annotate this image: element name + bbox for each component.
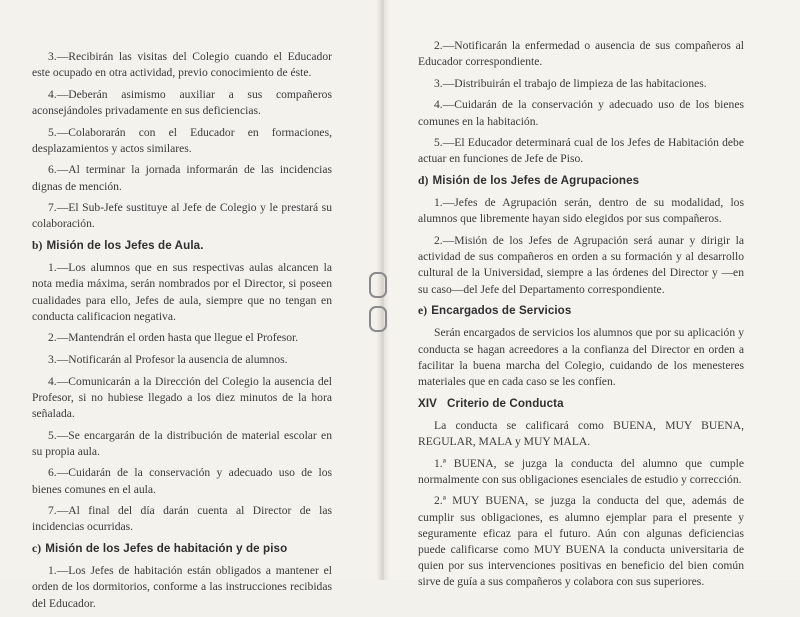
paragraph: 2.—Misión de los Jefes de Agrupación será aunar y dirigir la actividad de sus compañeros en orden a su formación y al desarrollo cultural de la Universidad, siempre a las órdenes del Director y —en su caso—del Jefe del Departamento correspondiente. [418,233,744,296]
paragraph: 2.ª MUY BUENA, se juzga la conducta del que, además de cumplir sus obligaciones, es alumno ejemplar para el presente y seguramente eficaz para el futuro. Aún con algunas deficiencias puede calificarse como MUY BUENA la conducta universitaria de quien por sus intervenciones positivas en beneficio del bien común sirve de guía a sus compañeros y colabora con sus superiores. [418,494,744,589]
paragraph: 1.—Los alumnos que en sus respectivas aulas alcancen la nota media máxima, serán nombrados por el Director, si poseen cualidades para ello, Jefes de aula, siempre que no tengan en conducta calificacion negativa. [32,261,332,323]
paragraph: 1.—Los Jefes de habitación están obligados a mantener el orden de los dormitorios, conforme a las instrucciones recibidas del Educador. [32,564,332,610]
paragraph: 5.—Colaborarán con el Educador en formaciones, desplazamientos y actos similares. [32,125,332,155]
section-heading: e) Encargados de Servicios [418,304,572,318]
right-page-text [418,38,744,596]
paragraph: 2.—Mantendrán el orden hasta que llegue el Profesor. [48,331,299,345]
chapter-heading: XIV Criterio de Conducta [418,396,564,410]
staple-icon [369,306,387,332]
paragraph: 1.—Jefes de Agrupación serán, dentro de su modalidad, los alumnos que libremente hayan sido elegidos por sus compañeros. [418,196,744,226]
paragraph: 2.—Notificarán la enfermedad o ausencia de sus compañeros al Educador correspondiente. [418,39,744,69]
staple-icon [369,272,387,298]
paragraph: Serán encargados de servicios los alumnos que por su aplicación y conducta se hagan acreedores a la confianza del Director en orden a facilitar la buena marcha del Colegio, cuidando de los menesteres materiales que en cada caso se les confíen. [418,326,744,388]
paragraph: 7.—Al final del día darán cuenta al Director de las incidencias ocurridas. [32,504,332,534]
section-heading: c) Misión de los Jefes de habitación y de piso [32,541,288,555]
paragraph: La conducta se calificará como BUENA, MUY BUENA, REGULAR, MALA y MUY MALA. [418,418,744,448]
paragraph: 3.—Notificarán al Profesor la ausencia de alumnos. [48,352,288,366]
section-heading: b) Misión de los Jefes de Aula. [32,238,204,252]
paragraph: 1.ª BUENA, se juzga la conducta del alumno que cumple normalmente con sus obligaciones esenciales de estudio y corrección. [418,456,744,486]
paragraph: 3.—Recibirán las visitas del Colegio cuando el Educador este ocupado en otra actividad, previo conocimiento de éste. [32,50,332,80]
paragraph: 7.—El Sub-Jefe sustituye al Jefe de Colegio y le prestará su colaboración. [32,201,332,231]
paragraph: 6.—Al terminar la jornada informarán de las incidencias dignas de mención. [32,163,332,193]
paragraph: 5.—El Educador determinará cual de los Jefes de Habitación debe actuar en funciones de Jefe de Piso. [418,136,744,166]
section-heading: d) Misión de los Jefes de Agrupaciones [418,173,640,187]
paragraph: 5.—Se encargarán de la distribución de material escolar en su propia aula. [32,428,332,458]
left-page-text [32,49,332,617]
paragraph: 4.—Deberán asimismo auxiliar a sus compañeros aconsejándoles privadamente en sus deficiencias. [32,87,332,117]
paragraph: 6.—Cuidarán de la conservación y adecuado uso de los bienes comunes en el aula. [32,466,332,496]
paragraph: 4.—Comunicarán a la Dirección del Colegio la ausencia del Profesor, si no hubiese llegado a los diez minutos de la hora señalada. [32,374,332,420]
paragraph: 3.—Distribuirán el trabajo de limpieza de las habitaciones. [434,76,707,90]
paragraph: 4.—Cuidarán de la conservación y adecuado uso de los bienes comunes en la habitación. [418,98,744,128]
